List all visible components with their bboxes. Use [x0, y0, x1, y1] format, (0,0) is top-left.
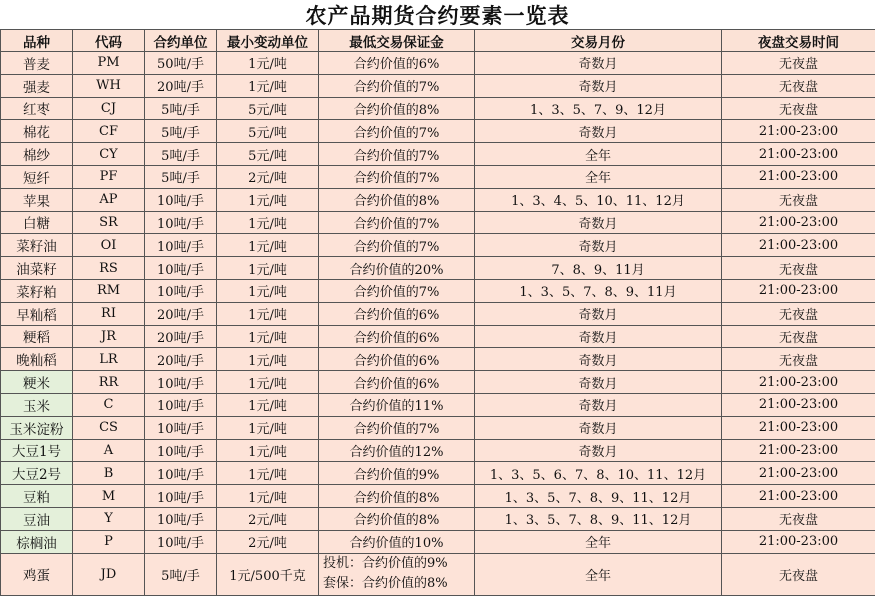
cell-variety: 豆粕: [1, 485, 73, 508]
cell-margin: 合约价值的8%: [319, 97, 475, 120]
cell-unit: 5吨/手: [145, 165, 217, 188]
cell-tick: 1元/吨: [217, 348, 319, 371]
cell-variety: 白糖: [1, 211, 73, 234]
table-row: [1, 393, 875, 416]
cell-months: 全年: [475, 165, 722, 188]
cell-variety: 大豆1号: [1, 439, 73, 462]
cell-unit: 20吨/手: [145, 74, 217, 97]
cell-tick: 1元/吨: [217, 257, 319, 280]
cell-variety: 鸡蛋: [1, 553, 73, 595]
cell-tick: 1元/吨: [217, 371, 319, 394]
cell-night: 无夜盘: [722, 348, 875, 371]
cell-months: 奇数月: [475, 416, 722, 439]
cell-months: 1、3、5、6、7、8、10、11、12月: [475, 462, 722, 485]
cell-margin: 合约价值的7%: [319, 211, 475, 234]
table-row: [1, 462, 875, 485]
cell-tick: 2元/吨: [217, 507, 319, 530]
cell-tick: 5元/吨: [217, 97, 319, 120]
cell-code: AP: [73, 188, 145, 211]
cell-night: 21:00-23:00: [722, 393, 875, 416]
header-night-session: 夜盘交易时间: [722, 30, 875, 52]
table-row: [1, 302, 875, 325]
margin-speculation: 投机：合约价值的9%: [323, 556, 448, 572]
cell-unit: 5吨/手: [145, 120, 217, 143]
page-title: 农产品期货合约要素一览表: [0, 0, 875, 29]
cell-unit: 10吨/手: [145, 371, 217, 394]
cell-variety: 早籼稻: [1, 302, 73, 325]
cell-tick: 1元/吨: [217, 74, 319, 97]
cell-night: 21:00-23:00: [722, 462, 875, 485]
table-row: [1, 165, 875, 188]
cell-code: CS: [73, 416, 145, 439]
cell-months: 奇数月: [475, 120, 722, 143]
cell-night: 21:00-23:00: [722, 120, 875, 143]
cell-unit: 10吨/手: [145, 485, 217, 508]
cell-code: JR: [73, 325, 145, 348]
cell-tick: 1元/吨: [217, 279, 319, 302]
cell-months: 全年: [475, 530, 722, 553]
cell-months: 奇数月: [475, 348, 722, 371]
cell-margin: 合约价值的6%: [319, 348, 475, 371]
cell-night: 21:00-23:00: [722, 279, 875, 302]
cell-code: RM: [73, 279, 145, 302]
table-row-egg: [1, 553, 875, 595]
cell-tick: 1元/吨: [217, 325, 319, 348]
cell-unit: 10吨/手: [145, 211, 217, 234]
cell-unit: 5吨/手: [145, 143, 217, 166]
cell-code: B: [73, 462, 145, 485]
cell-unit: 10吨/手: [145, 234, 217, 257]
cell-tick: 1元/吨: [217, 234, 319, 257]
cell-unit: 20吨/手: [145, 325, 217, 348]
cell-night: 无夜盘: [722, 97, 875, 120]
cell-margin: 合约价值的9%: [319, 462, 475, 485]
cell-tick: 1元/吨: [217, 416, 319, 439]
cell-night: 无夜盘: [722, 74, 875, 97]
cell-variety: 粳米: [1, 371, 73, 394]
cell-months: 1、3、5、7、8、9、11、12月: [475, 485, 722, 508]
cell-code: PM: [73, 52, 145, 75]
cell-tick: 1元/吨: [217, 439, 319, 462]
table-row: [1, 257, 875, 280]
cell-night: 无夜盘: [722, 188, 875, 211]
cell-unit: 50吨/手: [145, 52, 217, 75]
header-contract-unit: 合约单位: [145, 30, 217, 52]
header-code: 代码: [73, 30, 145, 52]
cell-unit: 20吨/手: [145, 348, 217, 371]
cell-variety: 菜籽油: [1, 234, 73, 257]
cell-tick: 2元/吨: [217, 530, 319, 553]
cell-code: CY: [73, 143, 145, 166]
cell-unit: 10吨/手: [145, 439, 217, 462]
header-row: [1, 30, 875, 52]
header-trading-months: 交易月份: [475, 30, 722, 52]
table-row: [1, 416, 875, 439]
cell-margin: 合约价值的8%: [319, 485, 475, 508]
cell-tick: 1元/吨: [217, 462, 319, 485]
cell-night: 无夜盘: [722, 302, 875, 325]
cell-variety: 棉纱: [1, 143, 73, 166]
cell-variety: 强麦: [1, 74, 73, 97]
cell-code: RI: [73, 302, 145, 325]
cell-months: 奇数月: [475, 234, 722, 257]
cell-margin: 合约价值的7%: [319, 416, 475, 439]
cell-tick: 5元/吨: [217, 143, 319, 166]
cell-unit: 10吨/手: [145, 393, 217, 416]
cell-unit: 20吨/手: [145, 302, 217, 325]
cell-tick: 1元/吨: [217, 52, 319, 75]
cell-night: 21:00-23:00: [722, 211, 875, 234]
table-row: [1, 188, 875, 211]
cell-months: 全年: [475, 553, 722, 595]
cell-months: 1、3、4、5、10、11、12月: [475, 188, 722, 211]
table-row: [1, 530, 875, 553]
table-row: [1, 52, 875, 75]
cell-margin: 合约价值的6%: [319, 371, 475, 394]
table-row: [1, 348, 875, 371]
cell-night: 21:00-23:00: [722, 371, 875, 394]
cell-unit: 5吨/手: [145, 553, 217, 595]
table-row: [1, 143, 875, 166]
cell-margin: 合约价值的11%: [319, 393, 475, 416]
cell-tick: 1元/吨: [217, 211, 319, 234]
cell-night: 21:00-23:00: [722, 165, 875, 188]
cell-margin: 合约价值的7%: [319, 234, 475, 257]
cell-months: 奇数月: [475, 211, 722, 234]
cell-unit: 10吨/手: [145, 416, 217, 439]
cell-night: 21:00-23:00: [722, 485, 875, 508]
cell-night: 21:00-23:00: [722, 530, 875, 553]
table-row: [1, 234, 875, 257]
cell-tick: 1元/吨: [217, 302, 319, 325]
table-row: [1, 97, 875, 120]
cell-margin: 合约价值的7%: [319, 143, 475, 166]
cell-margin: 合约价值的8%: [319, 188, 475, 211]
cell-variety: 苹果: [1, 188, 73, 211]
cell-night: 21:00-23:00: [722, 143, 875, 166]
cell-code: SR: [73, 211, 145, 234]
cell-variety: 普麦: [1, 52, 73, 75]
cell-code: PF: [73, 165, 145, 188]
cell-variety: 短纤: [1, 165, 73, 188]
cell-variety: 粳稻: [1, 325, 73, 348]
cell-night: 无夜盘: [722, 257, 875, 280]
cell-months: 奇数月: [475, 439, 722, 462]
cell-code: Y: [73, 507, 145, 530]
margin-hedge: 套保：合约价值的8%: [323, 576, 448, 592]
header-min-margin: 最低交易保证金: [319, 30, 475, 52]
table-row: [1, 439, 875, 462]
cell-months: 奇数月: [475, 302, 722, 325]
table-row: [1, 371, 875, 394]
cell-months: 1、3、5、7、8、9、11、12月: [475, 507, 722, 530]
cell-margin: 合约价值的6%: [319, 52, 475, 75]
cell-unit: 10吨/手: [145, 530, 217, 553]
header-min-tick: 最小变动单位: [217, 30, 319, 52]
cell-variety: 红枣: [1, 97, 73, 120]
cell-margin: [319, 553, 475, 595]
cell-margin: 合约价值的12%: [319, 439, 475, 462]
table-row: [1, 279, 875, 302]
cell-margin: 合约价值的7%: [319, 165, 475, 188]
cell-night: 21:00-23:00: [722, 416, 875, 439]
table-row: [1, 74, 875, 97]
cell-margin: 合约价值的7%: [319, 120, 475, 143]
table-row: [1, 325, 875, 348]
cell-code: C: [73, 393, 145, 416]
cell-code: RR: [73, 371, 145, 394]
cell-months: 奇数月: [475, 393, 722, 416]
cell-months: 奇数月: [475, 325, 722, 348]
cell-tick: 1元/吨: [217, 393, 319, 416]
cell-tick: 5元/吨: [217, 120, 319, 143]
cell-margin: 合约价值的6%: [319, 325, 475, 348]
cell-tick: 2元/吨: [217, 165, 319, 188]
cell-night: 21:00-23:00: [722, 439, 875, 462]
cell-code: OI: [73, 234, 145, 257]
cell-tick: 1元/吨: [217, 188, 319, 211]
cell-margin: 合约价值的7%: [319, 74, 475, 97]
cell-code: WH: [73, 74, 145, 97]
cell-margin: 合约价值的10%: [319, 530, 475, 553]
cell-margin: 合约价值的20%: [319, 257, 475, 280]
cell-code: RS: [73, 257, 145, 280]
cell-unit: 10吨/手: [145, 279, 217, 302]
cell-months: 全年: [475, 143, 722, 166]
cell-months: 7、8、9、11月: [475, 257, 722, 280]
cell-variety: 大豆2号: [1, 462, 73, 485]
cell-night: 无夜盘: [722, 507, 875, 530]
cell-unit: 10吨/手: [145, 257, 217, 280]
cell-unit: 10吨/手: [145, 507, 217, 530]
cell-code: M: [73, 485, 145, 508]
table-row: [1, 485, 875, 508]
cell-night: 无夜盘: [722, 325, 875, 348]
cell-code: A: [73, 439, 145, 462]
cell-months: 1、3、5、7、8、9、11月: [475, 279, 722, 302]
cell-code: P: [73, 530, 145, 553]
cell-variety: 棉花: [1, 120, 73, 143]
cell-code: CJ: [73, 97, 145, 120]
cell-margin: 合约价值的6%: [319, 302, 475, 325]
cell-code: LR: [73, 348, 145, 371]
cell-night: 21:00-23:00: [722, 234, 875, 257]
cell-months: 奇数月: [475, 52, 722, 75]
cell-variety: 玉米: [1, 393, 73, 416]
cell-code: CF: [73, 120, 145, 143]
cell-months: 1、3、5、7、9、12月: [475, 97, 722, 120]
cell-code: JD: [73, 553, 145, 595]
cell-variety: 晚籼稻: [1, 348, 73, 371]
cell-months: 奇数月: [475, 371, 722, 394]
cell-margin: 合约价值的7%: [319, 279, 475, 302]
cell-unit: 10吨/手: [145, 462, 217, 485]
cell-variety: 油菜籽: [1, 257, 73, 280]
cell-margin: 合约价值的8%: [319, 507, 475, 530]
cell-variety: 豆油: [1, 507, 73, 530]
cell-tick: 1元/500千克: [217, 553, 319, 595]
table-row: [1, 211, 875, 234]
cell-night: 无夜盘: [722, 52, 875, 75]
contract-table: [0, 29, 875, 596]
table-row: [1, 120, 875, 143]
cell-unit: 10吨/手: [145, 188, 217, 211]
cell-variety: 菜籽粕: [1, 279, 73, 302]
cell-night: 无夜盘: [722, 553, 875, 595]
table-row: [1, 507, 875, 530]
cell-tick: 1元/吨: [217, 485, 319, 508]
cell-variety: 棕榈油: [1, 530, 73, 553]
cell-unit: 5吨/手: [145, 97, 217, 120]
cell-variety: 玉米淀粉: [1, 416, 73, 439]
cell-months: 奇数月: [475, 74, 722, 97]
header-variety: 品种: [1, 30, 73, 52]
